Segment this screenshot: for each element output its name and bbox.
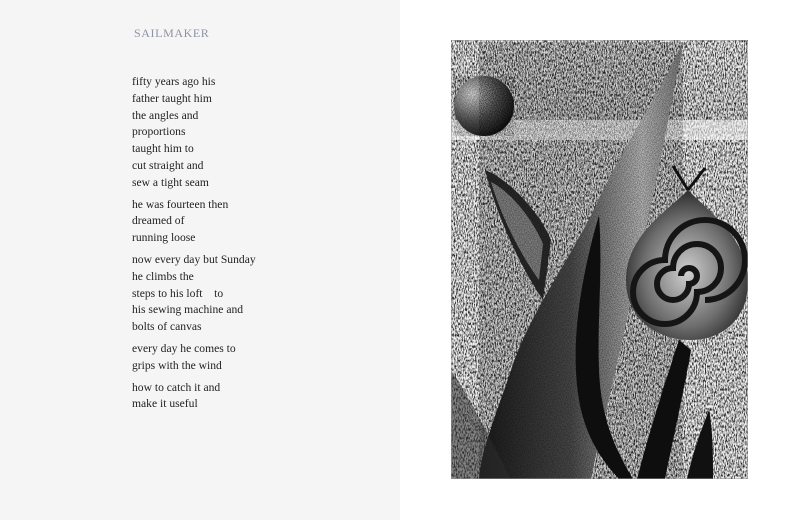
etching-illustration [451, 40, 748, 479]
poem-stanza-2 [132, 197, 256, 247]
poem-line: every day he comes to [132, 341, 236, 355]
poem-body [132, 74, 256, 418]
poem-line: running loose [132, 231, 196, 245]
poem-title: SAILMAKER [134, 26, 210, 40]
poem-stanza-1 [132, 74, 256, 192]
poem-line: he climbs the [132, 269, 194, 283]
poem-line: father taught him [132, 91, 212, 105]
poem-line: make it useful [132, 397, 198, 411]
poem-line: dreamed of [132, 214, 185, 228]
poem-line: fifty years ago his [132, 75, 216, 88]
poem-line: taught him to [132, 142, 194, 156]
poem-line: he was fourteen then [132, 197, 229, 211]
poem-stanza-4 [132, 341, 256, 375]
poem-line: steps to his loft to [132, 286, 224, 300]
poem-line: proportions [132, 125, 186, 139]
poem-stanza-5 [132, 380, 256, 414]
poem-line: bolts of canvas [132, 320, 202, 334]
poem-line: now every day but Sunday [132, 252, 256, 266]
poem-line: sew a tight seam [132, 175, 209, 189]
poem-line: his sewing machine and [132, 303, 244, 317]
poem-stanza-3 [132, 252, 256, 336]
poem-line: the angles and [132, 108, 199, 122]
poem-line: grips with the wind [132, 358, 222, 372]
poem-line: how to catch it and [132, 380, 221, 394]
poem-line: cut straight and [132, 158, 204, 172]
